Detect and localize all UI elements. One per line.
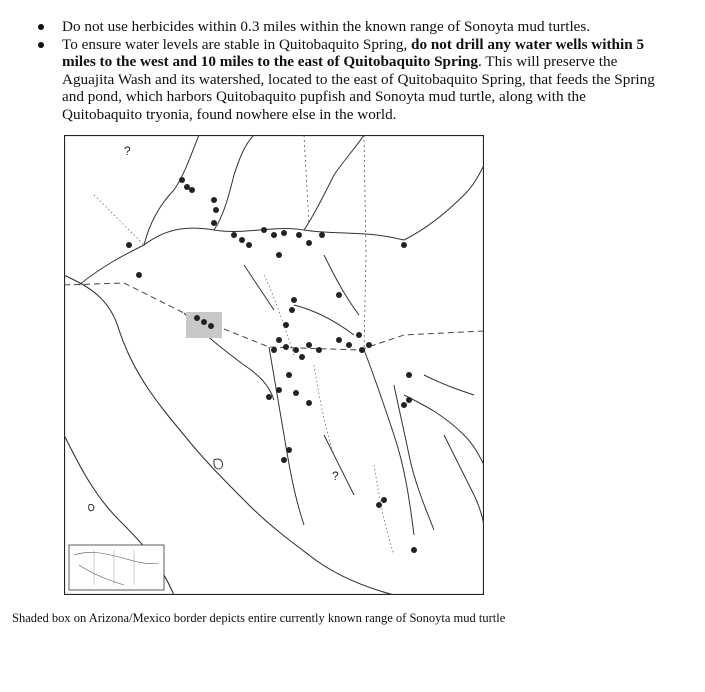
bullet-list [38,18,668,124]
bullet-bold-text: do not drill any water wells within 5 miles to the west and 10 miles to the east of Quitobaquito Spring [62,35,645,71]
range-map [64,135,484,595]
bullet-text: To ensure water levels are stable in Quitobaquito Spring, [62,35,412,53]
question-mark: ? [332,469,339,483]
bullet-dot [38,42,44,48]
bullet-water-wells [38,36,668,124]
bullet-text-continued: . This will preserve the Aguajita Wash and its watershed, located to the east of Quitobaquito Spring, that feeds the Spring and pond, which harbors Quitobaquito pupfish and Sonoyta mud turtle, along with the Quitobaquito tryonia, found nowhere else in the world. [62,53,655,123]
bullet-herbicides [38,18,668,36]
map-caption: Shaded box on Arizona/Mexico border depicts entire currently known range of Sonoyta mud turtle [12,611,506,625]
question-mark: ? [124,144,131,158]
inset-map [69,545,164,590]
bullet-dot [38,24,44,30]
bullet-text: Do not use herbicides within 0.3 miles within the known range of Sonoyta mud turtles. [62,18,591,35]
